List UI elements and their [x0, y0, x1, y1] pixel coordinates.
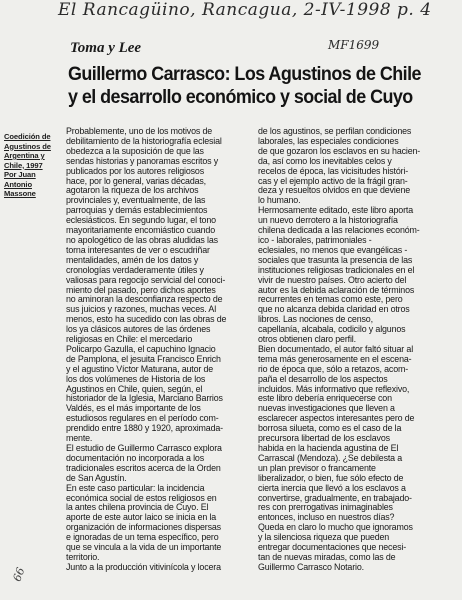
article-text-line: entregar documentaciones que necesi- — [258, 542, 407, 553]
article-text-line: autor es la debida aclaración de términos — [258, 284, 415, 295]
article-text-line: los ya clásicos autores de las órdenes — [66, 324, 211, 335]
article-text-line: que no alcanza debida claridad en otros — [258, 304, 410, 315]
book-credit — [4, 132, 60, 199]
article-text-line: torna interesantes de ver o escudriñar — [66, 244, 210, 255]
article-text-line: de que gozaron los esclavos en su hacien- — [258, 145, 421, 156]
article-text-line: un nuevo derrotero a la historiografía — [258, 215, 398, 226]
article-text-line: territorio. — [66, 551, 100, 562]
article-text-line: tan de nuevas miradas, como las de — [258, 551, 396, 562]
article-text-line: valiosas para regocijo servicial del conoci- — [66, 274, 226, 285]
article-text-line: un plan previsor o francamente — [258, 462, 376, 473]
article-text-line: no apologético de las obras aludidas las — [66, 234, 218, 245]
article-text-line: capellanía, alcabala, codicilo y algunos — [258, 324, 406, 335]
headline-line-2: y el desarrollo económico y social de Cuyo — [68, 86, 413, 108]
article-text-line: historiador de la Iglesia, Marciano Barrios — [66, 393, 223, 404]
article-text-line: Queda en claro lo mucho que ignoramos — [258, 522, 413, 533]
article-text-line: nuevas investigaciones que lleven a — [258, 403, 395, 414]
article-text-line: cierta inercia que llevó a los esclavos a — [258, 482, 406, 493]
article-text-line: mentalidades, amén de los datos y — [66, 254, 199, 265]
article-text-line: res con prerrogativas inimaginables — [258, 502, 393, 513]
article-text-line: parroquias y demás establecimientos — [66, 205, 208, 216]
article-text-line: tema más generosamente en el escena- — [258, 353, 412, 364]
article-text-line: que se vincula a la vida de un importante — [66, 542, 222, 553]
article-text-line: lo humano. — [258, 195, 301, 206]
article-text-line: obedezca a la suposición de que las — [66, 145, 204, 156]
article-text-line: organización de informaciones dispersas — [66, 522, 221, 533]
article-text-line: sus juicios y razones, muchas veces. Al — [66, 304, 217, 315]
article-text-line: Hermosamente editado, este libro aporta — [258, 205, 413, 216]
article-text-line: eclesiales, no menos que evangélicas - — [258, 244, 408, 255]
article-text-line: habida en la hacienda agustina de El — [258, 443, 399, 453]
article-text-line: religiosas en Chile: el mercedario — [66, 334, 193, 345]
article-text-line: provinciales y, eventualmente, de las — [66, 195, 206, 206]
section-label: Toma y Lee — [70, 40, 142, 56]
article-text-line: convertirse, gradualmente, en trabajado- — [258, 492, 412, 503]
credit-line: Argentina y — [4, 151, 45, 160]
credit-line: Agustinos de — [4, 141, 51, 151]
credit-line: Por Juan — [4, 170, 36, 179]
article-text-line: hace, por lo general, varias décadas, — [66, 175, 206, 186]
article-text-line: libros. Las nociones de censo, — [258, 314, 373, 325]
article-text-line: debilitamiento de la historiografía eclesial — [66, 135, 222, 146]
article-text-line: Bien documentado, el autor faltó situar al — [258, 343, 414, 354]
article-text-line: e ignoradas de un tema específico, pero — [66, 532, 219, 543]
article-text-line: mayoritariamente encomiástico cuando — [66, 225, 216, 236]
article-text-line: mente. — [66, 433, 93, 444]
article-text-line: Guillermo Carrasco Notario. — [258, 561, 364, 572]
article-text-line: instituciones religiosas tradicionales en el — [258, 264, 415, 275]
article-text-line: los dos volúmenes de Historia de los — [66, 373, 206, 384]
article-text-line: Probablemente, uno de los motivos de — [66, 126, 213, 136]
article-text-line: documentación no incorporada a los — [66, 452, 204, 463]
article-text-line: aporte de este autor laico se inicia en la — [66, 512, 217, 523]
article-text-line: prendido entre 1880 y 1920, aproximada- — [66, 423, 223, 434]
credit-line: Coedición de — [4, 132, 51, 141]
article-text-line: cronologías verdaderamente útiles y — [66, 264, 204, 275]
article-text-line: tradicionales escritos acerca de la Orden — [66, 462, 221, 473]
article-text-line: Policarpo Gazulla, el capuchino Ignacio — [66, 343, 216, 354]
credit-line: Massone — [4, 189, 36, 198]
article-text-line: deza y resueltos olvidos en que deviene — [258, 185, 411, 196]
article-text-line: En este caso particular: la incidencia — [66, 482, 205, 493]
article-text-line: menos, esto ha sucedido con las obras de — [66, 314, 227, 325]
article-column-right — [258, 127, 458, 573]
article-text-line: chilena dedicada a las relaciones económ- — [258, 225, 420, 236]
article-text-line: publicados por los autores religiosos — [66, 165, 205, 176]
article-text-line: esclarecer aspectos interesantes pero de — [258, 413, 415, 424]
headline — [68, 63, 427, 109]
article-text-line: de los agustinos, se perfilan condiciones — [258, 126, 412, 136]
article-text-line: ico - laborales, patrimoniales - — [258, 234, 372, 245]
article-text-line: precursora libertad de los esclavos — [258, 433, 390, 444]
article-text-line: de San Agustín. — [66, 472, 127, 483]
handwritten-corner-mark: 66 — [10, 565, 28, 584]
headline-line-1: Guillermo Carrasco: Los Agustinos de Chile — [68, 63, 421, 85]
article-text-line: y el agustino Víctor Maturana, autor de — [66, 363, 214, 374]
article-text-line: otros obtienen claro perfil. — [258, 334, 356, 345]
article-text-line: laborales, las especiales condiciones — [258, 135, 399, 146]
handwritten-source-note: El Rancagüino, Rancagua, 2-IV-1998 p. 4 — [58, 0, 432, 20]
article-text-line: eclesiásticos. En segundo lugar, el tono — [66, 215, 216, 226]
article-text-line: paña el desarrollo de los aspectos — [258, 373, 388, 384]
article-text-line: borrosa silueta, como es el caso de la — [258, 423, 402, 434]
article-text-line: agotaron la riqueza de los archivos — [66, 185, 199, 196]
credit-line: Chile, 1997 — [4, 160, 43, 170]
credit-line: Antonio — [4, 179, 32, 189]
article-text-line: recelos de época, las vicisitudes históri- — [258, 165, 409, 176]
article-text-line: sendas historias y panoramas escritos y — [66, 155, 218, 166]
article-text-line: este libro debería enriquecerse con — [258, 393, 392, 404]
article-text-line: El estudio de Guillermo Carrasco explora — [66, 443, 222, 453]
article-text-line: da, así como los inevitables celos y — [258, 155, 392, 166]
article-text-line: la antes chilena provincia de Cuyo. El — [66, 502, 209, 513]
article-text-line: y la silenciosa riqueza que pueden — [258, 532, 390, 543]
article-text-line: económica social de estos religiosos en — [66, 492, 217, 503]
article-text-line: sociales que trasunta la presencia de las — [258, 254, 413, 265]
article-text-line: recurrentes en temas como este, pero — [258, 294, 403, 305]
article-text-line: liberalizador, o bien, fue sólo efecto de — [258, 472, 404, 483]
article-text-line: de Pamplona, el jesuita Francisco Enrich — [66, 353, 221, 364]
article-column-left — [66, 127, 263, 573]
article-text-line: estudiosos regulares en el período com- — [66, 413, 219, 424]
article-text-line: entonces, incluso en nuestros días? — [258, 512, 395, 523]
article-text-line: cas y el ejemplo activo de la frágil gran- — [258, 175, 408, 186]
article-text-line: Agustinos en Chile, quien, según, el — [66, 383, 203, 394]
article-text-line: vivir de nuestro países. Otro acierto del — [258, 274, 407, 285]
article-text-line: Junto a la producción vitivinícola y locera — [66, 561, 221, 572]
article-text-line: incluidos. Más informativo que reflexivo, — [258, 383, 410, 394]
article-text-line: Valdés, es el más importante de los — [66, 403, 201, 414]
article-text-line: miento del pasado, pero dichos aportes — [66, 284, 216, 295]
handwritten-archive-code: MF1699 — [328, 38, 380, 52]
article-text-line: rio de época que, sólo a retazos, acom- — [258, 363, 409, 374]
article-text-line: Carrascal (Mendoza). ¿Se debilesta a — [258, 452, 403, 463]
article-text-line: no aminoran la desconfianza respecto de — [66, 294, 223, 305]
